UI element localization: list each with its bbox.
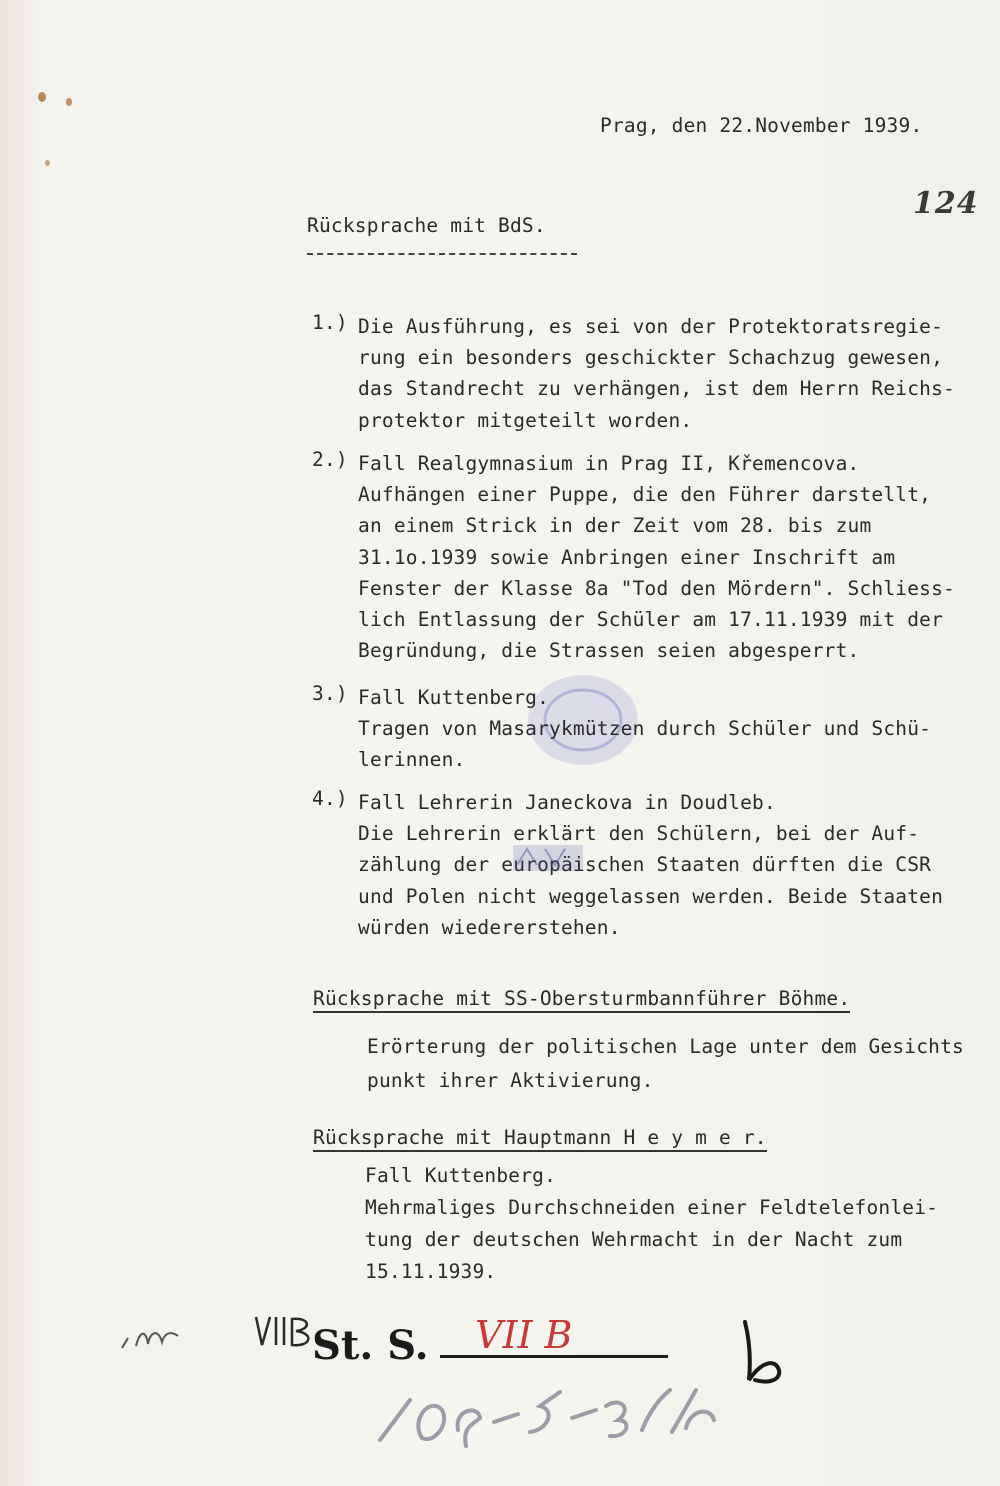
rust-stain bbox=[38, 92, 46, 102]
faint-reference-stamp bbox=[505, 835, 595, 885]
rust-stain bbox=[66, 98, 72, 106]
date-line: Prag, den 22.November 1939. bbox=[600, 114, 923, 137]
list-item-text: Fall Kuttenberg. Tragen von Masarykmützen durch Schüler und Schü- lerinnen. bbox=[358, 686, 932, 772]
list-item-text: Die Ausführung, es sei von der Protektoratsregie- rung ein besonders geschickter Schachzug gewesen, das Standrecht zu verhängen, ist dem Herrn Reichs- protektor mitgeteilt worden. bbox=[358, 315, 955, 432]
list-item-number: 1.) bbox=[312, 311, 348, 334]
folio-number: 124 bbox=[913, 186, 979, 221]
red-pencil-annotation: VII B bbox=[475, 1313, 573, 1357]
section2-body: Erörterung der politischen Lage unter dem Gesichts punkt ihrer Aktivierung. bbox=[367, 1035, 964, 1092]
heading-underline bbox=[307, 253, 577, 255]
section1-heading: Rücksprache mit BdS. bbox=[307, 214, 546, 237]
list-item-text: Fall Lehrerin Janeckova in Doudleb. Die Lehrerin erklärt den Schülern, bei der Auf- zählung der europäischen Staaten dürften die CSR und Polen nicht weggelassen werden. Beide Staaten würden wiedererstehen. bbox=[358, 791, 944, 939]
rust-stain bbox=[45, 160, 50, 166]
archive-number-mark bbox=[370, 1370, 730, 1460]
initials-mark bbox=[735, 1318, 795, 1388]
pencil-mark-left bbox=[118, 1318, 188, 1358]
list-item-number: 2.) bbox=[312, 448, 348, 471]
list-item-number: 3.) bbox=[312, 682, 348, 705]
section3-body: Fall Kuttenberg. Mehrmaliges Durchschneiden einer Feldtelefonlei- tung der deutschen Wehrmacht in der Nacht zum 15.11.1939. bbox=[365, 1164, 939, 1283]
section3-heading: Rücksprache mit Hauptmann H e y m e r. bbox=[313, 1126, 767, 1152]
list-item-number: 4.) bbox=[312, 787, 348, 810]
section2-heading: Rücksprache mit SS-Obersturmbannführer Böhme. bbox=[313, 987, 850, 1013]
stamp-st-s: St. S. bbox=[312, 1322, 429, 1369]
list-item-text: Fall Realgymnasium in Prag II, Křemencova. Aufhängen einer Puppe, die den Führer darstellt, an einem Strick in der Zeit vom 28. bis zum 31.1o.1939 sowie Anbringen einer Inschrift am Fenster der Klasse 8a "Tod den Mördern". Schliess- lich Entlassung der Schüler am 17.11.1939 mit der Begründung, die Strassen seien abgesperrt. bbox=[358, 452, 955, 663]
